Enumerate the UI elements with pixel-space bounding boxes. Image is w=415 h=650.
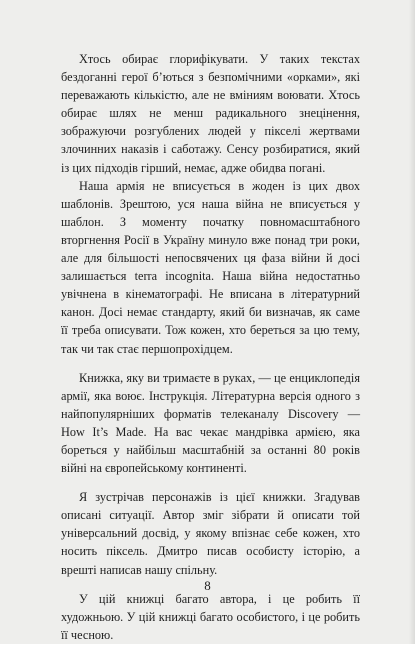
paragraph-3: Книжка, яку ви тримаєте в руках, — це енциклопедія армії, яка воює. Інструкція. Літературна версія одного з найпопулярніших форматів телеканалу Discovery — How It’s Made. На вас чекає мандрівка армією, яка бореться у найбільш масштабній за останні 80 років війні на європейському континенті. (61, 370, 360, 476)
body-text (61, 50, 360, 644)
paragraph-1: Хтось обирає глорифікувати. У таких текстах бездоганні герої б’ються з безпомічними «орками», які переважають кількістю, але не вміниям воювати. Хтось обирає шлях не менш радикального знецінення, зображуючи розгублених людей у пікселі жертвами злочинних наказів і саботажу. Сенсу розбиратися, який із цих підходів гірший, немає, адже обидва погані. (61, 52, 360, 175)
page-number: 8 (204, 578, 211, 593)
page-edge-shadow (409, 0, 415, 650)
paragraph-2: Наша армія не вписується в жоден із цих двох шаблонів. Зрештою, уся наша війна не вписується у шаблон. З моменту початку повномасштабного вторгнення Росії в Україну минуло вже понад три роки, але для більшості непосвячених ця фаза війни й досі залишається terra incognita. Наша війна недостатньо увічнена в кінематографі. Не вписана в літературний канон. Досі немає стандарту, який би визначав, як саме її треба описувати. Тож кожен, хто береться за цю тему, так чи так стає першопрохідцем. (61, 178, 360, 356)
bottom-frame (0, 644, 415, 650)
paragraph-4: Я зустрічав персонажів із цієї книжки. Згадував описані ситуації. Автор зміг зібрати й описати той універсальний досвід, у якому впізнає себе кожен, хто носить піксель. Дмитро писав особисту історію, а врешті написав нашу спільну. (61, 490, 360, 577)
paragraph-5: У цій книжці багато автора, і це робить її художньою. У цій книжці багато особистого, і це робить її чесною. (61, 591, 360, 642)
